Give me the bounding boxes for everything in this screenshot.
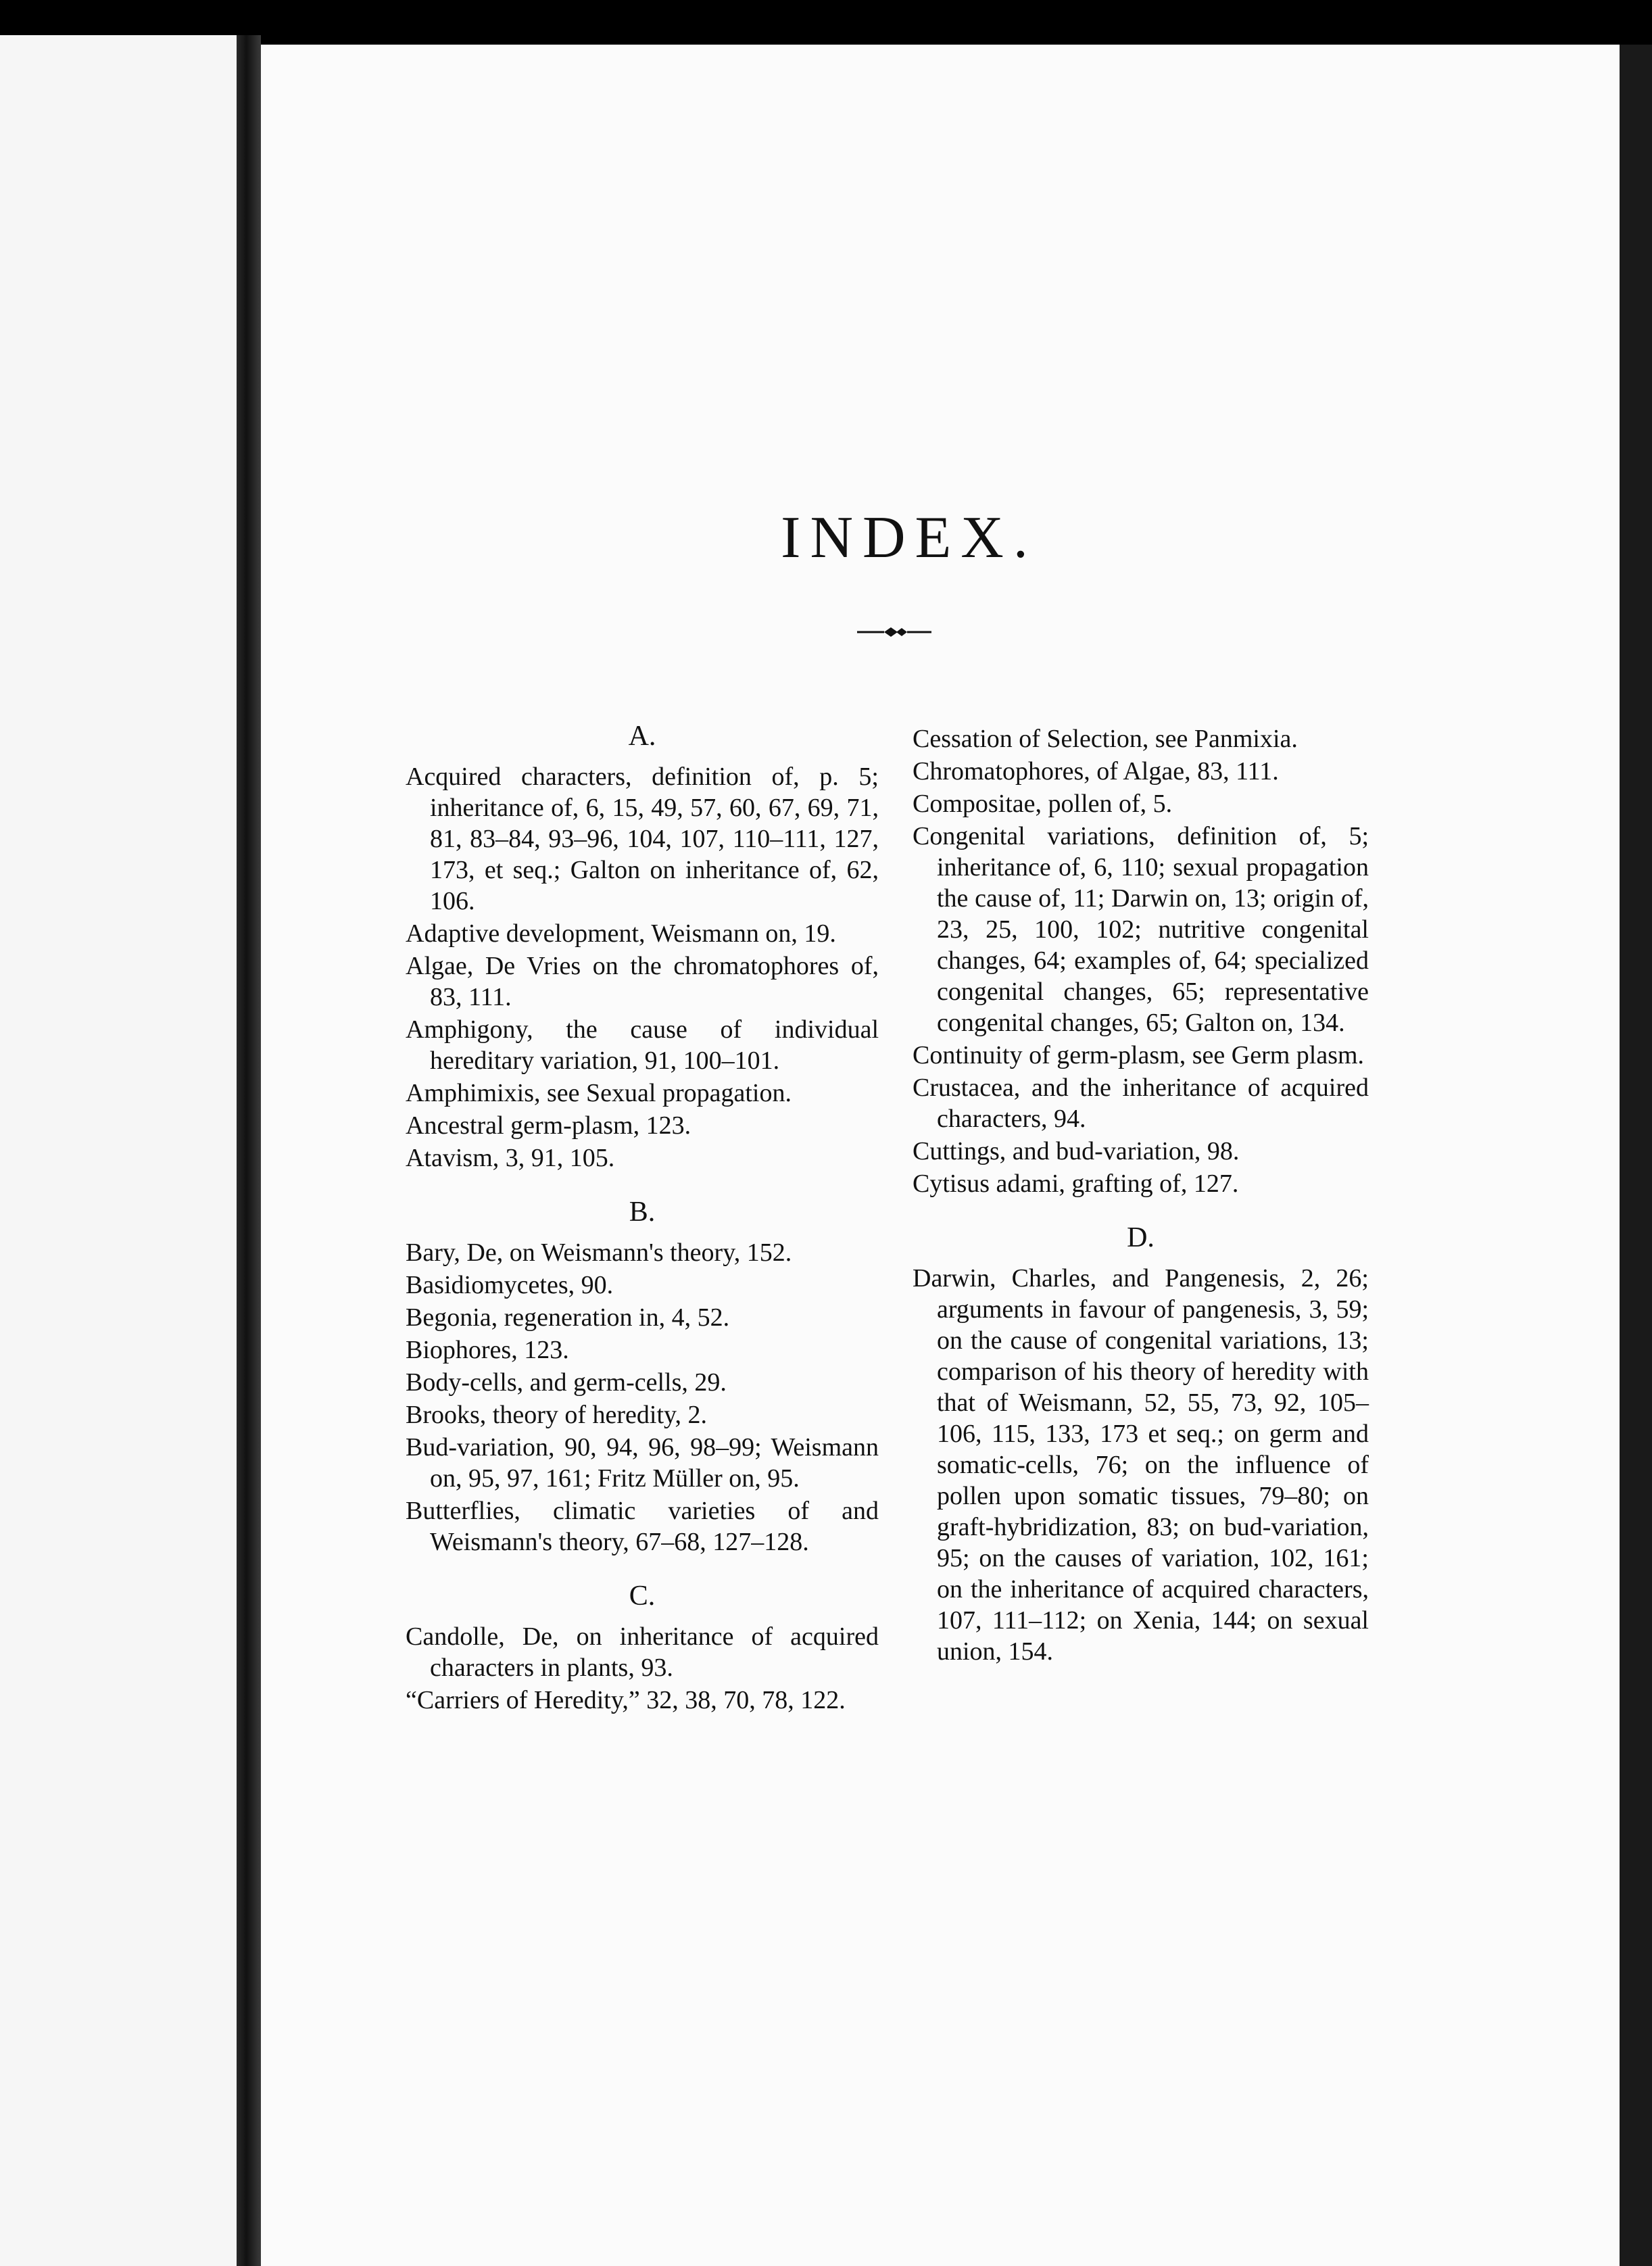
index-entry: Continuity of germ-plasm, see Germ plasm. — [913, 1041, 1365, 1069]
index-entry: Biophores, 123. — [406, 1336, 569, 1364]
index-entry: “Carriers of Heredity,” 32, 38, 70, 78, 122. — [406, 1686, 846, 1714]
index-entry: Bary, De, on Weismann's theory, 152. — [406, 1238, 792, 1267]
index-entry: Darwin, Charles, and Pangenesis, 2, 26; arguments in favour of pangenesis, 3, 59; on the cause of congenital variations, 13; comparison of his theory of heredity with that of Weismann, 52, 55, 73, 92, 105–106, 115, 133, 173 et seq.; on germ and somatic-cells, 76; on the influence of pollen upon somatic tissues, 79–80; on graft-hybridization, 83; on bud-variation, 95; on the causes of variation, 102, 161; on the inheritance of acquired characters, 107, 111–112; on Xenia, 144; on sexual union, 154. — [913, 1264, 1369, 1666]
index-entry: Candolle, De, on inheritance of acquired characters in plants, 93. — [406, 1622, 879, 1682]
index-entry: Adaptive development, Weismann on, 19. — [406, 919, 836, 948]
index-column-right — [913, 723, 1369, 1668]
section-letter: D. — [1127, 1222, 1155, 1253]
page-title: INDEX. — [781, 505, 1038, 571]
ornament-divider-icon — [857, 622, 931, 642]
index-entry: Crustacea, and the inheritance of acquired characters, 94. — [913, 1074, 1369, 1133]
section-letter: C. — [629, 1581, 656, 1612]
index-entry: Bud-variation, 90, 94, 96, 98–99; Weismann on, 95, 97, 161; Fritz Müller on, 95. — [406, 1433, 879, 1493]
index-entry: Cessation of Selection, see Panmixia. — [913, 725, 1298, 753]
index-entry: Body-cells, and germ-cells, 29. — [406, 1368, 727, 1397]
index-entry: Chromatophores, of Algae, 83, 111. — [913, 757, 1279, 786]
index-entry: Ancestral germ-plasm, 123. — [406, 1111, 691, 1140]
index-entry: Amphimixis, see Sexual propagation. — [406, 1079, 792, 1107]
index-entry: Atavism, 3, 91, 105. — [406, 1144, 615, 1172]
facing-page-edge — [0, 35, 237, 2266]
index-entry: Cuttings, and bud-variation, 98. — [913, 1137, 1240, 1165]
index-entry: Cytisus adami, grafting of, 127. — [913, 1170, 1239, 1198]
index-entry: Basidiomycetes, 90. — [406, 1271, 614, 1299]
index-entry: Congenital variations, definition of, 5; inheritance of, 6, 110; sexual propagation the cause of, 11; Darwin on, 13; origin of, 23, 25, 100, 102; nutritive congenital changes, 64; examples of, 64; specialized congenital changes, 65; representative congenital changes, 65; Galton on, 134. — [913, 822, 1369, 1037]
index-entry: Algae, De Vries on the chromatophores of, 83, 111. — [406, 952, 879, 1011]
index-entry: Compositae, pollen of, 5. — [913, 790, 1173, 818]
page-edge-shadow — [1620, 45, 1652, 2266]
index-entry: Begonia, regeneration in, 4, 52. — [406, 1303, 730, 1332]
index-column-left — [406, 717, 879, 1717]
section-letter: B. — [629, 1197, 656, 1228]
index-entry: Amphigony, the cause of individual hereditary variation, 91, 100–101. — [406, 1015, 879, 1075]
index-entry: Acquired characters, definition of, p. 5; inheritance of, 6, 15, 49, 57, 60, 67, 69, 71, 81, 83–84, 93–96, 104, 107, 110–111, 127, 173, et seq.; Galton on inheritance of, 62, 106. — [406, 763, 879, 915]
section-letter: A. — [628, 721, 656, 752]
index-entry: Butterflies, climatic varieties of and Weismann's theory, 67–68, 127–128. — [406, 1497, 879, 1556]
index-entry: Brooks, theory of heredity, 2. — [406, 1401, 708, 1429]
book-gutter — [237, 35, 261, 2266]
